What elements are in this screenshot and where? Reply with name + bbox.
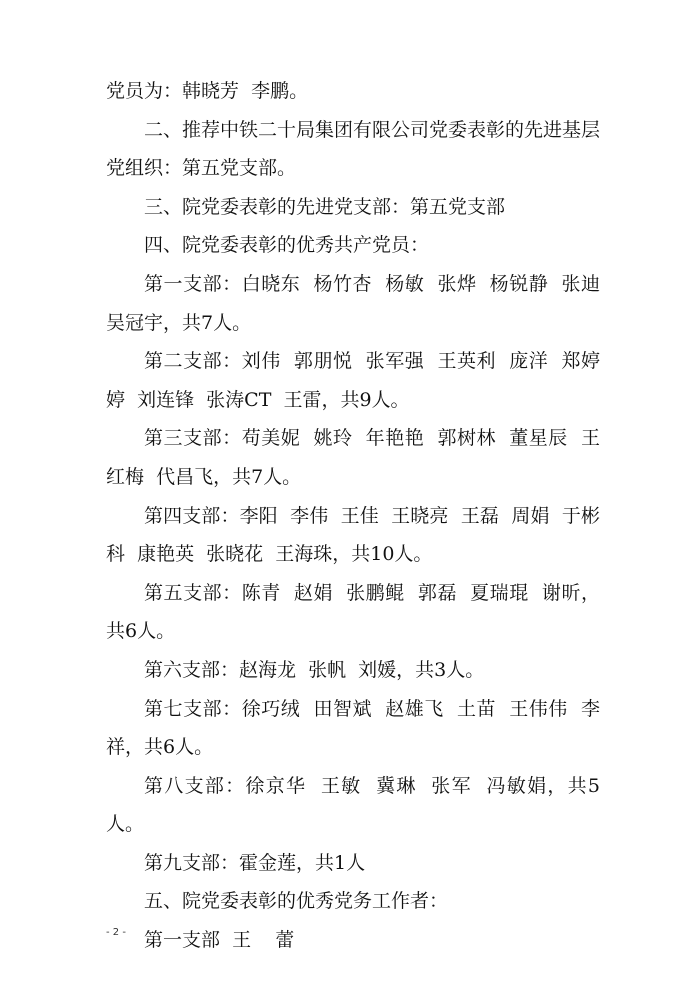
paragraph-branch-9: 第九支部：霍金莲，共1人 — [144, 851, 366, 874]
paragraph-branch-2: 第二支部：刘伟 郭朋悦 张军强 王英利 庞洋 郑婷婷 刘连锋 张涛CT 王雷，共9人。 — [106, 350, 600, 411]
paragraph-outstanding-workers-heading: 五、院党委表彰的优秀党务工作者： — [144, 890, 449, 913]
paragraph-party-members-continued: 党员为：韩晓芳 李鹏。 — [106, 80, 309, 102]
paragraph-recommended-grassroots-organization: 二、推荐中铁二十局集团有限公司党委表彰的先进基层党组织：第五党支部。 — [106, 118, 601, 180]
document-body — [106, 72, 613, 960]
page-number: - 2 - — [106, 927, 126, 938]
paragraph-advanced-party-branch: 三、院党委表彰的先进党支部：第五党支部 — [144, 195, 506, 218]
paragraph-branch-6: 第六支部：赵海龙 张帆 刘媛，共3人。 — [144, 658, 485, 681]
paragraph-branch-1: 第一支部：白晓东 杨竹杏 杨敏 张烨 杨锐静 张迪 吴冠宇，共7人。 — [106, 272, 613, 334]
paragraph-branch-5: 第五支部：陈青 赵娟 张鹏鲲 郭磊 夏瑞琨 谢昕，共6人。 — [106, 581, 600, 643]
paragraph-outstanding-worker-branch-1: 第一支部 王 蕾 — [144, 929, 295, 952]
paragraph-outstanding-members-heading: 四、院党委表彰的优秀共产党员： — [144, 234, 430, 257]
paragraph-branch-4: 第四支部：李阳 李伟 王佳 王晓亮 王磊 周娟 于彬科 康艳英 张晓花 王海珠，共10人。 — [106, 504, 600, 566]
paragraph-branch-7: 第七支部：徐巧绒 田智斌 赵雄飞 土苗 王伟伟 李祥，共6人。 — [106, 697, 600, 759]
paragraph-branch-3: 第三支部：苟美妮 姚玲 年艳艳 郭树林 董星辰 王红梅 代昌飞，共7人。 — [106, 427, 600, 488]
paragraph-branch-8: 第八支部：徐京华 王敏 冀琳 张军 冯敏娟，共5人。 — [106, 774, 600, 836]
